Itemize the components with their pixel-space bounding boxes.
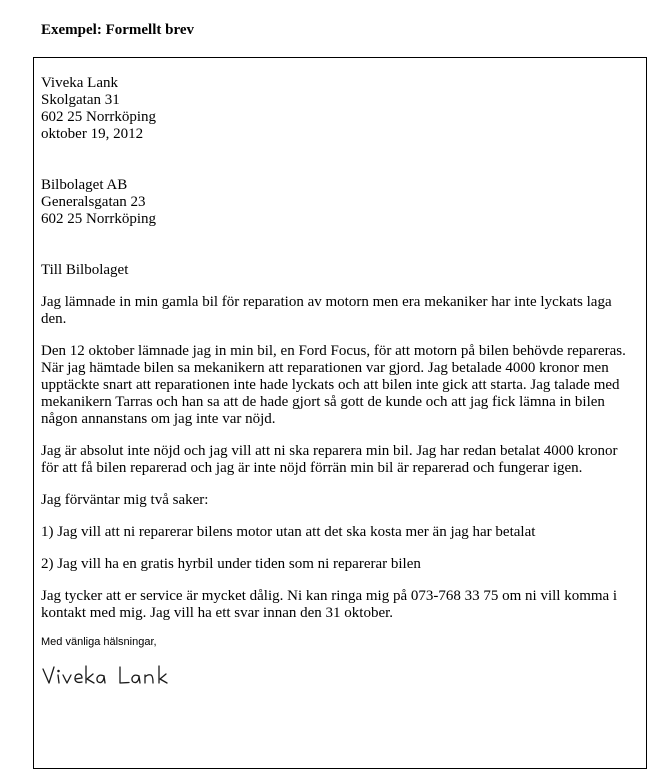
greeting: Till Bilbolaget <box>41 262 129 278</box>
recipient-name: Bilbolaget AB <box>41 177 128 193</box>
closing: Med vänliga hälsningar, <box>41 636 157 648</box>
recipient-postal: 602 25 Norrköping <box>41 211 156 227</box>
paragraph: Jag tycker att er service är mycket dålig. Ni kan ringa mig på 073-768 33 75 om ni vill komma i kontakt med mig. Jag vill ha ett svar innan den 31 oktober. <box>41 588 618 621</box>
sender-street: Skolgatan 31 <box>41 92 120 108</box>
paragraph: Jag är absolut inte nöjd och jag vill att ni ska reparera min bil. Jag har redan betalat 4000 kronor för att få bilen reparerad och jag är inte nöjd förrän min bil är reparerad och fungerar igen. <box>41 443 618 476</box>
list-item: 1) Jag vill att ni reparerar bilens motor utan att det ska kosta mer än jag har betalat <box>41 524 536 540</box>
paragraph: Den 12 oktober lämnade jag in min bil, en Ford Focus, för att motorn på bilen behövde repareras. När jag hämtade bilen sa mekanikern att reparationen var gjord. Jag betalade 4000 kronor men upptäckte snart att reparationen inte hade lyckats och att bilen inte gick att starta. Jag talade med mekanikern Tarras och han sa att de hade gjort så gott de kunde och att jag fick lämna in bilen någon annanstans om jag inte var nöjd. <box>41 343 626 427</box>
sender-name: Viveka Lank <box>41 75 118 91</box>
recipient-street: Generalsgatan 23 <box>41 194 146 210</box>
handwritten-signature <box>41 661 637 687</box>
letter-frame <box>33 57 647 769</box>
recipient-address <box>41 177 637 228</box>
paragraph: Jag förväntar mig två saker: <box>41 492 209 508</box>
list-item: 2) Jag vill ha en gratis hyrbil under tiden som ni reparerar bilen <box>41 556 421 572</box>
letter-date: oktober 19, 2012 <box>41 126 144 142</box>
document-heading: Exempel: Formellt brev <box>41 22 195 38</box>
sender-address <box>41 75 637 143</box>
sender-postal: 602 25 Norrköping <box>41 109 156 125</box>
letter-content <box>41 75 637 687</box>
paragraph: Jag lämnade in min gamla bil för reparation av motorn men era mekaniker har inte lyckats laga den. <box>41 294 612 327</box>
